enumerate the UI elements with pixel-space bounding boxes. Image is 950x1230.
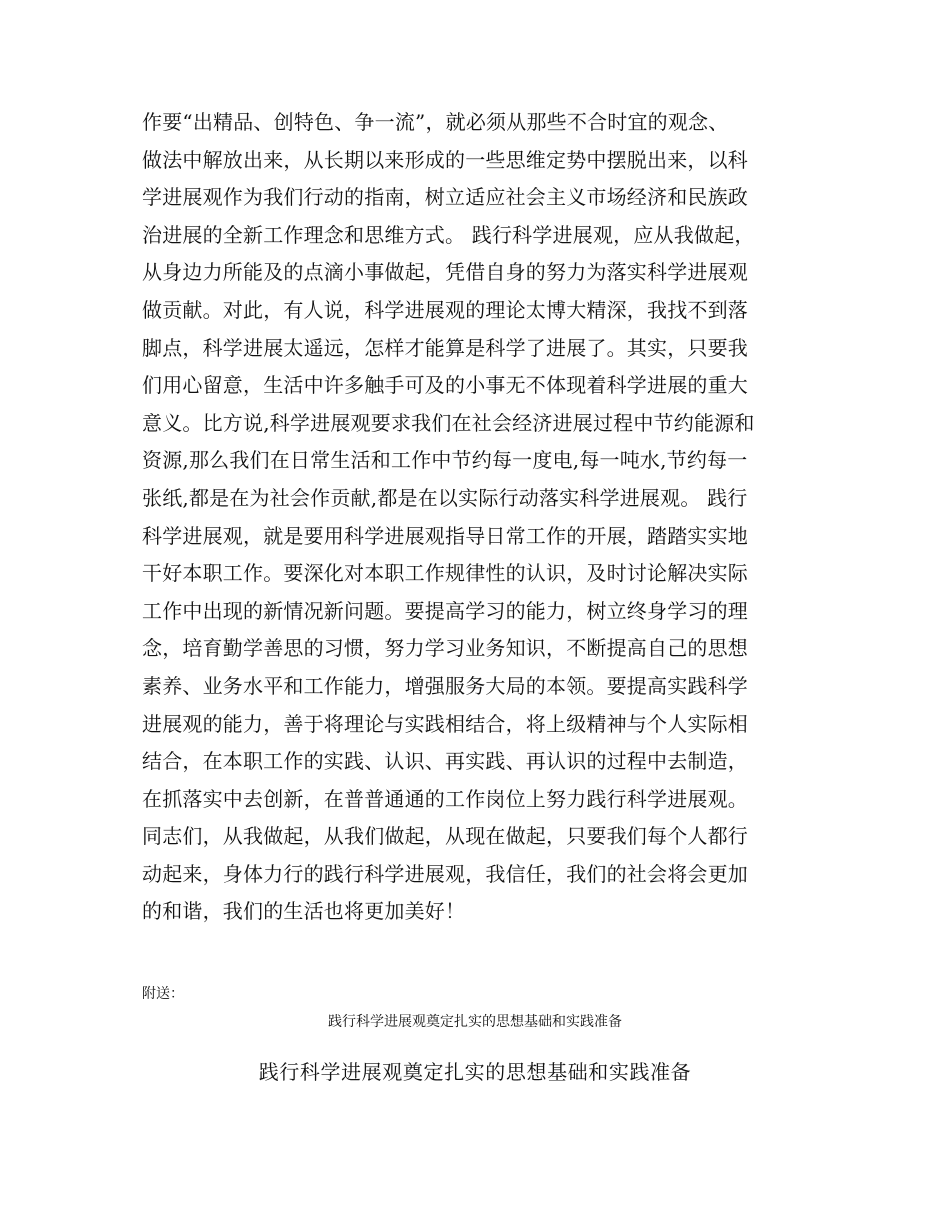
body-line: 从身边力所能及的点滴小事做起，凭借自身的努力为落实科学进展观 (142, 260, 748, 285)
body-line: 学进展观作为我们行动的指南，树立适应社会主义市场经济和民族政 (142, 185, 748, 210)
body-line: 进展观的能力，善于将理论与实践相结合，将上级精神与个人实际相 (142, 711, 748, 736)
body-line: 们用心留意，生活中许多触手可及的小事无不体现着科学进展的重大 (142, 373, 748, 398)
body-line: 资源,那么我们在日常生活和工作中节约每一度电,每一吨水,节约每一 (142, 448, 748, 473)
body-line: 作要“出精品、创特色、争一流”，就必须从那些不合时宜的观念、 (142, 110, 729, 134)
body-line: 意义。比方说,科学进展观要求我们在社会经济进展过程中节约能源和 (142, 410, 755, 435)
body-line: 动起来，身体力行的践行科学进展观，我信任，我们的社会将会更加 (142, 861, 748, 886)
body-line: 念，培育勤学善思的习惯，努力学习业务知识，不断提高自己的思想 (142, 636, 748, 661)
body-line: 在抓落实中去创新，在普普通通的工作岗位上努力践行科学进展观。 (142, 786, 748, 811)
body-line: 脚点，科学进展太遥远，怎样才能算是科学了进展了。其实，只要我 (142, 335, 748, 360)
attachment-label: 附送： (142, 986, 184, 1002)
body-line: 张纸,都是在为社会作贡献,都是在以实际行动落实科学进展观。 践行 (142, 485, 748, 510)
body-line: 做法中解放出来，从长期以来形成的一些思维定势中摆脱出来，以科 (142, 147, 748, 172)
body-text (142, 104, 822, 931)
attachment-title: 践行科学进展观奠定扎实的思想基础和实践准备 (258, 1060, 692, 1084)
body-line: 的和谐，我们的生活也将更加美好！ (142, 899, 466, 924)
attachment-small-title: 践行科学进展观奠定扎实的思想基础和实践准备 (328, 1014, 622, 1030)
body-line: 素养、业务水平和工作能力，增强服务大局的本领。要提高实践科学 (142, 673, 748, 698)
body-line: 治进展的全新工作理念和思维方式。 践行科学进展观，应从我做起， (142, 222, 755, 247)
body-line: 科学进展观，就是要用科学进展观指导日常工作的开展，踏踏实实地 (142, 523, 748, 548)
body-line: 结合，在本职工作的实践、认识、再实践、再认识的过程中去制造， (142, 749, 748, 774)
body-line: 工作中出现的新情况新问题。要提高学习的能力，树立终身学习的理 (142, 598, 748, 623)
body-line: 同志们，从我做起，从我们做起，从现在做起，只要我们每个人都行 (142, 824, 748, 849)
body-line: 干好本职工作。要深化对本职工作规律性的认识，及时讨论解决实际 (142, 561, 748, 586)
body-line: 做贡献。对此，有人说，科学进展观的理论太博大精深，我找不到落 (142, 297, 748, 322)
